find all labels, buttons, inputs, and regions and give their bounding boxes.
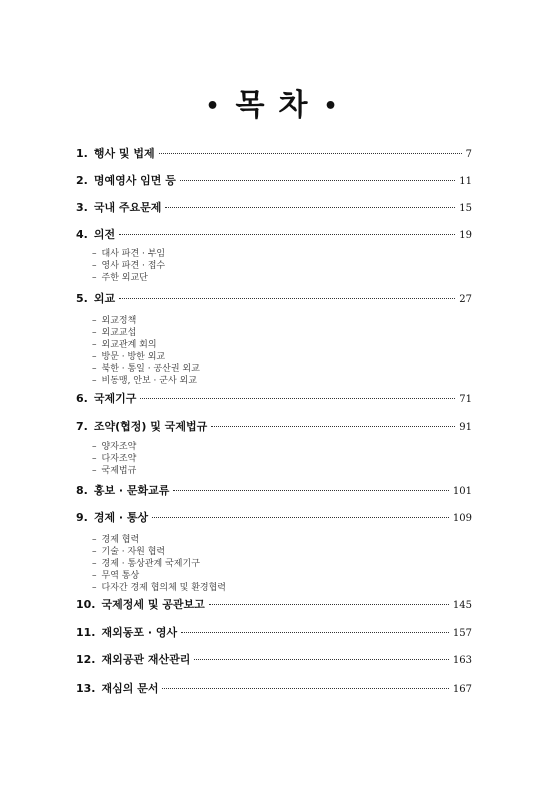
page-title	[0, 86, 545, 127]
title-word-2: 차	[278, 88, 310, 123]
dot-leader	[211, 426, 455, 427]
toc-entry-number: 8.	[76, 484, 88, 497]
toc-entry[interactable]	[76, 680, 472, 698]
toc-subentry[interactable]	[92, 570, 139, 582]
toc-subentry-label: 기술 · 자원 협력	[101, 547, 166, 557]
toc-entry-number: 10.	[76, 598, 96, 611]
toc-entry[interactable]	[76, 509, 472, 527]
dot-leader	[140, 398, 455, 399]
subentry-dash: –	[92, 571, 97, 581]
toc-entry-page: 109	[452, 513, 472, 524]
toc-entry-label: 의전	[93, 228, 116, 241]
toc-entry-number: 7.	[76, 420, 88, 433]
toc-subentry-label: 영사 파견 · 접수	[101, 261, 166, 271]
dot-leader	[119, 298, 455, 299]
toc-subentry-label: 북한 · 통일 · 공산권 외교	[101, 364, 200, 374]
toc-entry[interactable]	[76, 482, 472, 500]
toc-entry-page: 91	[459, 422, 472, 433]
toc-subentry-label: 다자간 경제 협의체 및 환경협력	[101, 583, 226, 593]
dot-leader	[152, 517, 449, 518]
dot-leader	[181, 632, 449, 633]
toc-subentry-label: 외교정책	[101, 316, 137, 326]
subentry-dash: –	[92, 249, 97, 259]
toc-subentry-label: 양자조약	[101, 442, 137, 452]
subentry-dash: –	[92, 352, 97, 362]
toc-entry-page: 163	[452, 655, 472, 666]
toc-entry-page: 11	[459, 176, 472, 187]
subentry-dash: –	[92, 273, 97, 283]
title-word-1: 목	[235, 88, 267, 123]
subentry-dash: –	[92, 442, 97, 452]
toc-entry-page: 19	[459, 230, 472, 241]
toc-entry-number: 3.	[76, 201, 88, 214]
toc-entry-number: 12.	[76, 653, 96, 666]
toc-entry-number: 9.	[76, 511, 88, 524]
toc-subentry[interactable]	[92, 363, 200, 375]
toc-entry[interactable]	[76, 199, 472, 217]
toc-entry-label: 행사 및 법제	[93, 147, 155, 160]
toc-entry[interactable]	[76, 226, 472, 244]
toc-subentry-label: 국제법규	[101, 466, 137, 476]
toc-subentry-label: 다자조약	[101, 454, 137, 464]
toc-entry-number: 5.	[76, 292, 88, 305]
toc-entry-label: 재심의 문서	[101, 682, 159, 695]
dot-leader	[165, 207, 455, 208]
toc-entry-page: 71	[459, 394, 472, 405]
toc-entry-page: 15	[459, 203, 472, 214]
toc-subentry[interactable]	[92, 327, 136, 339]
toc-subentry[interactable]	[92, 272, 148, 284]
toc-entry-number: 11.	[76, 626, 96, 639]
toc-entry-number: 13.	[76, 682, 96, 695]
toc-subentry-label: 무역 통상	[101, 571, 140, 581]
toc-subentry[interactable]	[92, 465, 136, 477]
toc-entry-number: 6.	[76, 392, 88, 405]
toc-entry-page: 101	[452, 486, 472, 497]
subentry-dash: –	[92, 340, 97, 350]
toc-entry-page: 7	[465, 149, 472, 160]
toc-subentry-label: 방문 · 방한 외교	[101, 352, 166, 362]
subentry-dash: –	[92, 328, 97, 338]
title-dot-left: •	[205, 93, 222, 119]
toc-entry[interactable]	[76, 418, 472, 436]
toc-subentry-label: 비동맹, 안보 · 군사 외교	[101, 376, 197, 386]
toc-subentry[interactable]	[92, 375, 197, 387]
toc-entry-label: 재외공관 재산관리	[101, 653, 191, 666]
toc-subentry[interactable]	[92, 339, 157, 351]
subentry-dash: –	[92, 559, 97, 569]
toc-entry-label: 홍보 · 문화교류	[93, 484, 170, 497]
toc-subentry-label: 외교교섭	[101, 328, 137, 338]
toc-entry[interactable]	[76, 651, 472, 669]
toc-entry-label: 조약(협정) 및 국제법규	[93, 420, 208, 433]
toc-subentry[interactable]	[92, 453, 136, 465]
toc-entry-page: 27	[459, 294, 472, 305]
toc-subentry[interactable]	[92, 248, 165, 260]
subentry-dash: –	[92, 535, 97, 545]
toc-entry[interactable]	[76, 172, 472, 190]
toc-subentry[interactable]	[92, 582, 226, 594]
subentry-dash: –	[92, 316, 97, 326]
toc-entry[interactable]	[76, 390, 472, 408]
toc-entry-label: 외교	[93, 292, 116, 305]
subentry-dash: –	[92, 547, 97, 557]
dot-leader	[162, 688, 448, 689]
toc-subentry[interactable]	[92, 534, 139, 546]
dot-leader	[180, 180, 455, 181]
toc-entry-number: 2.	[76, 174, 88, 187]
dot-leader	[173, 490, 448, 491]
toc-subentry-label: 경제 · 통상관계 국제기구	[101, 559, 200, 569]
dot-leader	[159, 153, 462, 154]
toc-entry-label: 국제정세 및 공관보고	[101, 598, 205, 611]
toc-entry-number: 4.	[76, 228, 88, 241]
toc-entry-label: 경제 · 통상	[93, 511, 149, 524]
subentry-dash: –	[92, 376, 97, 386]
toc-entry-label: 명예영사 임면 등	[93, 174, 176, 187]
subentry-dash: –	[92, 583, 97, 593]
toc-subentry[interactable]	[92, 441, 136, 453]
dot-leader	[194, 659, 449, 660]
toc-entry-page: 167	[452, 684, 472, 695]
toc-entry[interactable]	[76, 145, 472, 163]
toc-subentry[interactable]	[92, 260, 165, 272]
toc-entry[interactable]	[76, 624, 472, 642]
toc-subentry[interactable]	[92, 546, 165, 558]
toc-subentry-label: 주한 외교단	[101, 273, 148, 283]
subentry-dash: –	[92, 364, 97, 374]
toc-subentry-label: 경제 협력	[101, 535, 140, 545]
toc-entry-label: 재외동포 · 영사	[101, 626, 178, 639]
toc-subentry-label: 대사 파견 · 부임	[101, 249, 166, 259]
toc-entry-page: 145	[452, 600, 472, 611]
toc-subentry[interactable]	[92, 558, 200, 570]
dot-leader	[119, 234, 455, 235]
toc-subentry[interactable]	[92, 351, 165, 363]
toc-subentry-label: 외교관계 회의	[101, 340, 157, 350]
toc-entry-label: 국내 주요문제	[93, 201, 162, 214]
subentry-dash: –	[92, 466, 97, 476]
toc-subentry[interactable]	[92, 315, 136, 327]
title-dot-right: •	[323, 93, 340, 119]
subentry-dash: –	[92, 261, 97, 271]
subentry-dash: –	[92, 454, 97, 464]
toc-entry-page: 157	[452, 628, 472, 639]
toc-entry-number: 1.	[76, 147, 88, 160]
dot-leader	[209, 604, 449, 605]
toc-entry[interactable]	[76, 290, 472, 308]
toc-entry[interactable]	[76, 596, 472, 614]
toc-entry-label: 국제기구	[93, 392, 137, 405]
